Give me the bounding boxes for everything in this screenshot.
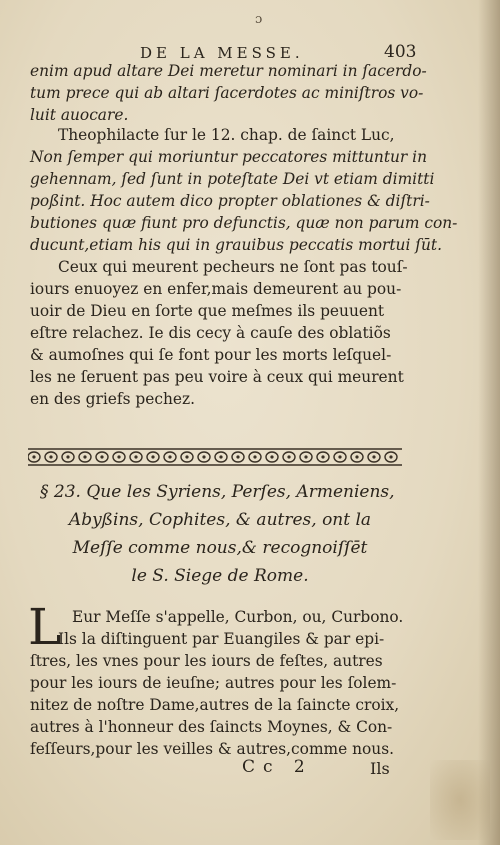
- text-line: & aumoſnes qui ſe font pour les morts leſquel-: [30, 346, 392, 364]
- text-line: Non ſemper qui moriuntur peccatores mittuntur in: [30, 148, 428, 166]
- heading-line: Meſſe comme nous,& recognoiſſēt: [72, 538, 368, 558]
- text-line: pour les iours de ieuſne; autres pour les ſolem-: [30, 674, 397, 692]
- french-translation-passage: [30, 256, 415, 410]
- text-line: eſtre relachez. Ie dis cecy à cauſe des oblatiõs: [30, 324, 391, 342]
- text-line: iours enuoyez en enfer,mais demeurent au pou-: [30, 280, 402, 298]
- text-line: feſſeurs,pour les veilles & autres,comme nous.: [30, 740, 395, 758]
- text-line: enim apud altare Dei meretur nominari in ſacerdo-: [30, 62, 427, 80]
- paper-stain: [430, 760, 490, 840]
- text-line: poßint. Hoc autem dico propter oblationes & diſtri-: [30, 192, 430, 210]
- text-line: gehennam, ſed ſunt in poteſtate Dei vt etiam dimitti: [30, 170, 435, 188]
- heading-line: Abyßins, Cophites, & autres, ont la: [68, 510, 372, 530]
- text-line: tum prece qui ab altari ſacerdotes ac miniſtros vo-: [30, 84, 424, 102]
- top-mark: ɔ: [255, 12, 263, 27]
- drop-cap: L: [28, 598, 62, 656]
- signature-mark: Cc 2: [242, 757, 313, 777]
- text-line: en des griefs pechez.: [30, 390, 195, 408]
- text-line: autres à l'honneur des ſaincts Moynes, & Con-: [30, 718, 393, 736]
- page-number: 403: [384, 42, 417, 62]
- text-line: nitez de noſtre Dame,autres de la ſaincte croix,: [30, 696, 400, 714]
- text-line: Ils la diſtinguent par Euangiles & par epi-: [58, 630, 385, 648]
- text-line: luit auocare.: [30, 106, 129, 124]
- text-line: ſtres, les vnes pour les iours de feſtes, autres: [30, 652, 383, 670]
- catchword: Ils: [370, 759, 390, 778]
- text-line: ducunt,etiam his qui in grauibus peccatis mortui ſūt.: [30, 236, 442, 254]
- page-edge-shadow: [478, 0, 500, 845]
- theophylact-passage: [30, 124, 458, 256]
- ornamental-divider: [28, 440, 402, 474]
- text-line: Ceux qui meurent pecheurs ne ſont pas touſ-: [58, 258, 408, 276]
- text-line: Theophilacte ſur le 12. chap. de ſainct Luc,: [58, 126, 395, 144]
- heading-line: le S. Siege de Rome.: [131, 566, 309, 586]
- text-line: Eur Meſſe s'appelle, Curbon, ou, Curbono.: [72, 608, 404, 626]
- section-heading: [40, 478, 400, 590]
- latin-passage-1: [30, 60, 427, 126]
- text-line: butiones quæ fiunt pro defunctis, quæ non parum con-: [30, 214, 458, 232]
- text-line: les ne ſeruent pas peu voire à ceux qui meurent: [30, 368, 404, 386]
- text-line: uoir de Dieu en ſorte que meſmes ils peuuent: [30, 302, 385, 320]
- heading-line: § 23. Que les Syriens, Perſes, Armeniens,: [40, 482, 395, 502]
- running-head: DE LA MESSE.: [140, 44, 304, 62]
- syrian-mass-passage: [30, 606, 415, 760]
